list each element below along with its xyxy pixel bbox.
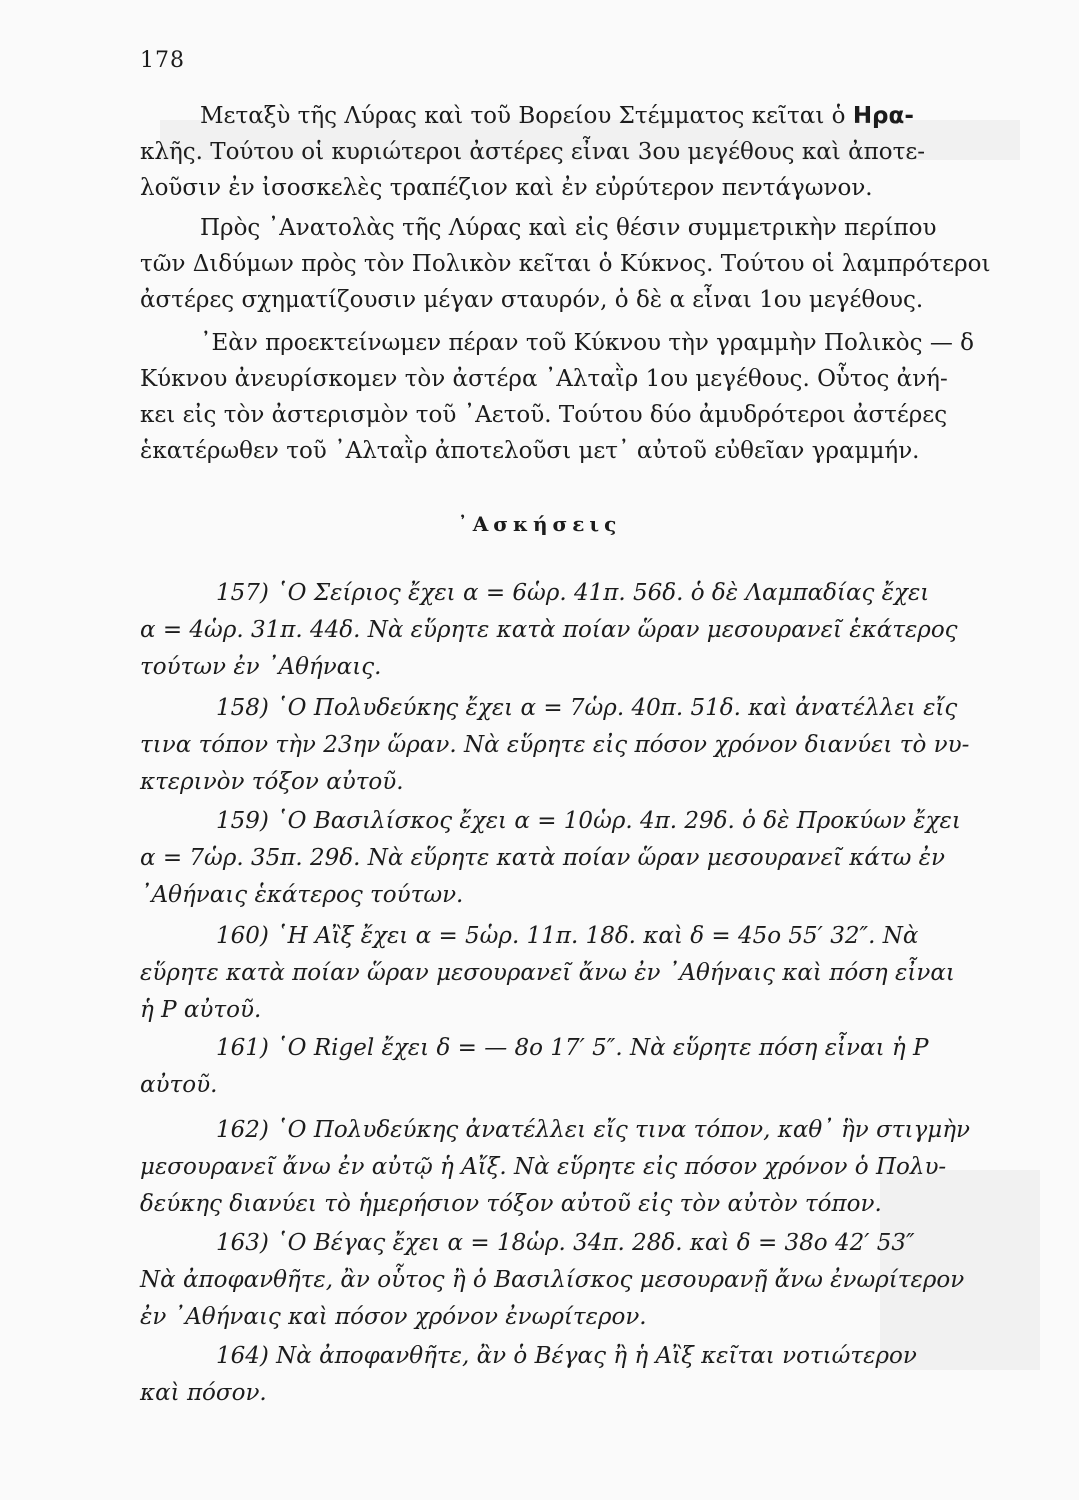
exercise-line: 158) ῾Ο Πολυδεύκης ἔχει α = 7ὡρ. 40π. 51δ. καὶ ἀνατέλλει εἴς bbox=[216, 695, 958, 721]
exercise-162 bbox=[140, 1112, 1020, 1223]
text-line: ἑκατέρωθεν τοῦ ᾿Αλταῒρ ἀποτελοῦσι μετ᾿ αὐτοῦ εὐθεῖαν γραμμήν. bbox=[140, 438, 920, 464]
exercise-160 bbox=[140, 918, 1020, 1029]
exercise-line: 164) Νὰ ἀποφανθῆτε, ἂν ὁ Βέγας ἢ ἡ Αἲξ κεῖται νοτιώτερον bbox=[216, 1343, 917, 1369]
text-line: κει εἰς τὸν ἀστερισμὸν τοῦ ᾿Αετοῦ. Τούτου δύο ἀμυδρότεροι ἀστέρες bbox=[140, 402, 948, 428]
paragraph-cygnus bbox=[140, 210, 1020, 318]
exercise-line: αὐτοῦ. bbox=[140, 1072, 218, 1098]
exercise-line: τούτων ἐν ᾿Αθήναις. bbox=[140, 654, 382, 680]
exercise-161 bbox=[140, 1030, 1020, 1104]
page-number: 178 bbox=[140, 48, 185, 73]
constellation-name: Ηρα- bbox=[852, 103, 914, 129]
exercise-line: 160) ῾Η Αἲξ ἔχει α = 5ὡρ. 11π. 18δ. καὶ δ = 45ο 55′ 32″. Νὰ bbox=[216, 923, 919, 949]
exercise-line: 157) ῾Ο Σείριος ἔχει α = 6ὡρ. 41π. 56δ. ὁ δὲ Λαμπαδίας ἔχει bbox=[216, 580, 930, 606]
section-heading: ᾿Ασκήσεις bbox=[457, 512, 622, 536]
exercise-line: εὕρητε κατὰ ποίαν ὥραν μεσουρανεῖ ἄνω ἐν ᾿Αθήναις καὶ πόση εἶναι bbox=[140, 960, 955, 986]
paragraph-altair bbox=[140, 325, 1020, 469]
text-line: ᾿Εὰν προεκτείνωμεν πέραν τοῦ Κύκνου τὴν γραμμὴν Πολικὸς — δ bbox=[200, 330, 974, 356]
exercise-line: α = 4ὡρ. 31π. 44δ. Νὰ εὕρητε κατὰ ποίαν ὥραν μεσουρανεῖ ἑκάτερος bbox=[140, 617, 958, 643]
exercise-163 bbox=[140, 1225, 1020, 1336]
exercise-line: 159) ῾Ο Βασιλίσκος ἔχει α = 10ὡρ. 4π. 29δ. ὁ δὲ Προκύων ἔχει bbox=[216, 808, 961, 834]
exercise-164 bbox=[140, 1338, 1020, 1412]
text-line bbox=[140, 98, 1020, 134]
text-line: κλῆς. Τούτου οἱ κυριώτεροι ἀστέρες εἶναι 3ου μεγέθους καὶ ἀποτε- bbox=[140, 139, 926, 165]
exercise-line: κτερινὸν τόξον αὐτοῦ. bbox=[140, 769, 404, 795]
exercise-157 bbox=[140, 575, 1020, 686]
exercise-158 bbox=[140, 690, 1020, 801]
text-line: τῶν Διδύμων πρὸς τὸν Πολικὸν κεῖται ὁ Κύκνος. Τούτου οἱ λαμπρότεροι bbox=[140, 251, 991, 277]
exercise-line: ᾿Αθήναις ἑκάτερος τούτων. bbox=[140, 882, 464, 908]
text-line-content: Μεταξὺ τῆς Λύρας καὶ τοῦ Βορείου Στέμματος κεῖται ὁ bbox=[200, 103, 853, 129]
exercise-line: μεσουρανεῖ ἄνω ἐν αὐτῷ ἡ Αἴξ. Νὰ εὕρητε εἰς πόσον χρόνον ὁ Πολυ- bbox=[140, 1154, 947, 1180]
exercise-line: 161) ῾Ο Rigel ἔχει δ = — 8ο 17′ 5″. Νὰ εὕρητε πόση εἶναι ἡ P bbox=[216, 1035, 929, 1061]
exercise-line: δεύκης διανύει τὸ ἡμερήσιον τόξον αὐτοῦ εἰς τὸν αὐτὸν τόπον. bbox=[140, 1191, 882, 1217]
exercise-line: καὶ πόσον. bbox=[140, 1380, 267, 1406]
exercise-line: Νὰ ἀποφανθῆτε, ἂν οὗτος ἢ ὁ Βασιλίσκος μεσουρανῇ ἄνω ἐνωρίτερον bbox=[140, 1267, 965, 1293]
paragraph-hercules bbox=[140, 98, 1020, 206]
text-line: Πρὸς ᾿Ανατολὰς τῆς Λύρας καὶ εἰς θέσιν συμμετρικὴν περίπου bbox=[200, 215, 937, 241]
exercise-line: ἡ P αὐτοῦ. bbox=[140, 997, 262, 1023]
exercise-line: ἐν ᾿Αθήναις καὶ πόσον χρόνον ἐνωρίτερον. bbox=[140, 1304, 647, 1330]
text-line: Κύκνου ἀνευρίσκομεν τὸν ἀστέρα ᾿Αλταῒρ 1ου μεγέθους. Οὗτος ἀνή- bbox=[140, 366, 948, 392]
exercise-line: τινα τόπον τὴν 23ην ὥραν. Νὰ εὕρητε εἰς πόσον χρόνον διανύει τὸ νυ- bbox=[140, 732, 970, 758]
text-line: ἀστέρες σχηματίζουσιν μέγαν σταυρόν, ὁ δὲ α εἶναι 1ου μεγέθους. bbox=[140, 287, 924, 313]
exercise-line: 163) ῾Ο Βέγας ἔχει α = 18ὡρ. 34π. 28δ. καὶ δ = 38ο 42′ 53″ bbox=[216, 1230, 915, 1256]
exercise-line: 162) ῾Ο Πολυδεύκης ἀνατέλλει εἴς τινα τόπον, καθ᾿ ἣν στιγμὴν bbox=[216, 1117, 970, 1143]
text-line: λοῦσιν ἐν ἰσοσκελὲς τραπέζιον καὶ ἐν εὐρύτερον πεντάγωνον. bbox=[140, 175, 873, 201]
exercise-line: α = 7ὡρ. 35π. 29δ. Νὰ εὕρητε κατὰ ποίαν ὥραν μεσουρανεῖ κάτω ἐν bbox=[140, 845, 946, 871]
exercise-159 bbox=[140, 803, 1020, 914]
